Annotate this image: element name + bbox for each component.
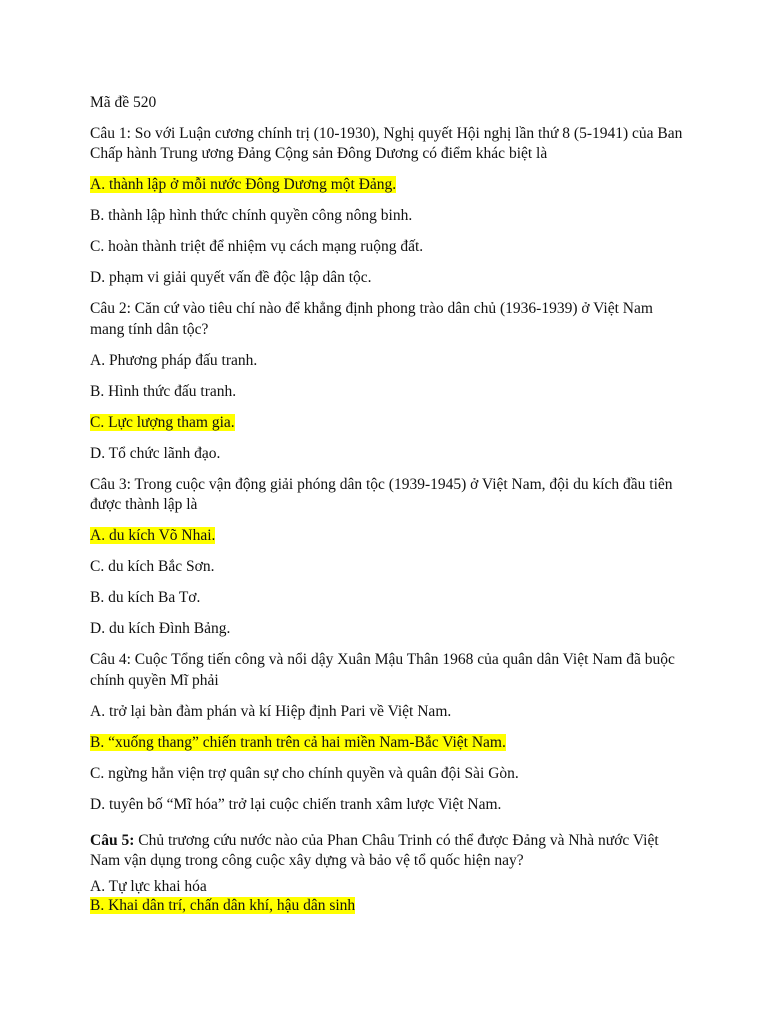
question-5-stem xyxy=(90,831,690,870)
question-2-stem: Câu 2: Căn cứ vào tiêu chí nào để khẳng định phong trào dân chủ (1936-1939) ở Việt Nam mang tính dân tộc? xyxy=(90,300,653,338)
question-5-option-b-highlighted: B. Khai dân trí, chấn dân khí, hậu dân sinh xyxy=(90,897,356,915)
question-4-option-d: D. tuyên bố “Mĩ hóa” trở lại cuộc chiến tranh xâm lược Việt Nam. xyxy=(90,795,502,813)
document-page xyxy=(90,93,690,915)
question-1-stem: Câu 1: So với Luận cương chính trị (10-1930), Nghị quyết Hội nghị lần thứ 8 (5-1941) của Ban Chấp hành Trung ương Đảng Cộng sản Đông Dương có điểm khác biệt là xyxy=(90,125,683,163)
question-2-option-d: D. Tổ chức lãnh đạo. xyxy=(90,444,221,462)
question-5-option-a: A. Tự lực khai hóa xyxy=(90,878,207,896)
question-3-option-c: C. du kích Bắc Sơn. xyxy=(90,558,215,576)
question-1-option-a-highlighted: A. thành lập ở mỗi nước Đông Dương một Đảng. xyxy=(90,176,397,194)
question-3-stem: Câu 3: Trong cuộc vận động giải phóng dân tộc (1939-1945) ở Việt Nam, đội du kích đầu tiên được thành lập là xyxy=(90,475,673,514)
question-2-option-b: B. Hình thức đấu tranh. xyxy=(90,382,237,400)
question-1-option-c: C. hoàn thành triệt để nhiệm vụ cách mạng ruộng đất. xyxy=(90,238,424,256)
question-1-option-d: D. phạm vi giải quyết vấn đề độc lập dân tộc. xyxy=(90,269,372,287)
question-1-option-b: B. thành lập hình thức chính quyền công nông binh. xyxy=(90,207,413,225)
question-3-option-a-highlighted: A. du kích Võ Nhai. xyxy=(90,527,216,545)
question-5-label: Câu 5: xyxy=(90,832,135,850)
question-3-option-d: D. du kích Đình Bảng. xyxy=(90,620,231,638)
question-3-option-b: B. du kích Ba Tơ. xyxy=(90,589,201,607)
question-4-option-c: C. ngừng hẳn viện trợ quân sự cho chính quyền và quân đội Sài Gòn. xyxy=(90,764,519,782)
question-4-option-b-highlighted: B. “xuống thang” chiến tranh trên cả hai miền Nam-Bắc Việt Nam. xyxy=(90,733,506,751)
question-4-stem: Câu 4: Cuộc Tổng tiến công và nổi dậy Xuân Mậu Thân 1968 của quân dân Việt Nam đã buộc chính quyền Mĩ phải xyxy=(90,651,675,689)
question-5-text: Chủ trương cứu nước nào của Phan Châu Trinh có thể được Đảng và Nhà nước Việt Nam vận dụng trong công cuộc xây dựng và bảo vệ tổ quốc hiện nay? xyxy=(90,832,659,869)
question-2-option-c-highlighted: C. Lực lượng tham gia. xyxy=(90,413,235,431)
exam-code: Mã đề 520 xyxy=(90,94,157,111)
question-4-option-a: A. trở lại bàn đàm phán và kí Hiệp định Pari về Việt Nam. xyxy=(90,702,452,720)
question-2-option-a: A. Phương pháp đấu tranh. xyxy=(90,351,258,369)
